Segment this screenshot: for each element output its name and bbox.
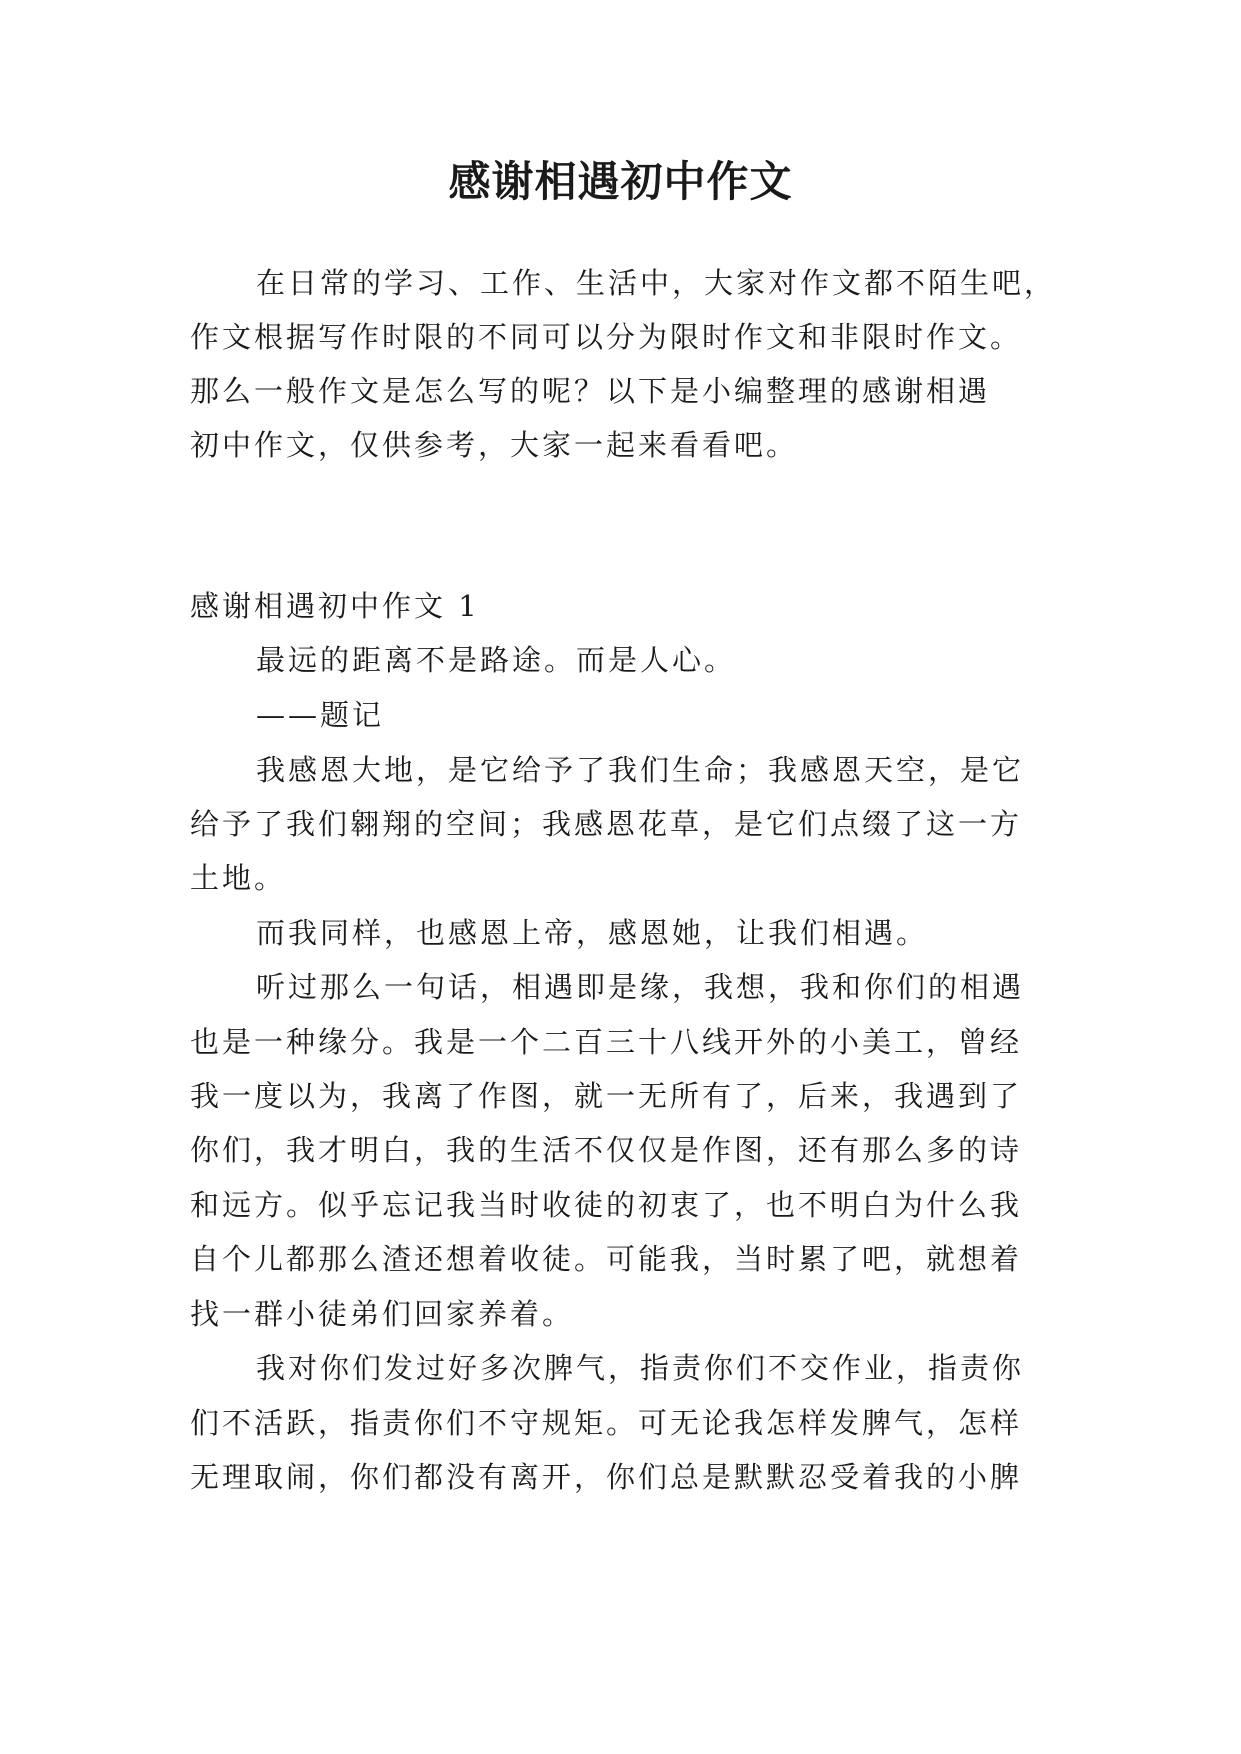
body-line-13: 们不活跃，指责你们不守规矩。可无论我怎样发脾气，怎样 (190, 1406, 1023, 1440)
document-title: 感谢相遇初中作文 (448, 157, 793, 206)
body-line-2: 给予了我们翱翔的空间；我感恩花草，是它们点缀了这一方 (190, 807, 1023, 841)
body-line-5: 听过那么一句话，相遇即是缘，我想，我和你们的相遇 (256, 970, 1025, 1004)
intro-line-1: 在日常的学习、工作、生活中，大家对作文都不陌生吧， (256, 266, 1057, 300)
body-line-12: 我对你们发过好多次脾气，指责你们不交作业，指责你 (256, 1351, 1025, 1385)
body-line-14: 无理取闹，你们都没有离开，你们总是默默忍受着我的小脾 (190, 1460, 1023, 1494)
intro-line-4: 初中作文，仅供参考，大家一起来看看吧。 (190, 428, 799, 462)
intro-line-3: 那么一般作文是怎么写的呢？以下是小编整理的感谢相遇 (190, 374, 991, 408)
body-line-9: 和远方。似乎忘记我当时收徒的初衷了，也不明白为什么我 (190, 1188, 1023, 1222)
intro-line-2: 作文根据写作时限的不同可以分为限时作文和非限时作文。 (190, 320, 1023, 354)
body-line-1: 我感恩大地，是它给予了我们生命；我感恩天空，是它 (256, 753, 1025, 787)
epigraph-source: ——题记 (256, 698, 385, 732)
body-line-8: 你们，我才明白，我的生活不仅仅是作图，还有那么多的诗 (190, 1133, 1023, 1167)
body-line-6: 也是一种缘分。我是一个二百三十八线开外的小美工，曾经 (190, 1025, 1023, 1059)
body-line-10: 自个儿都那么渣还想着收徒。可能我，当时累了吧，就想着 (190, 1242, 1023, 1276)
body-line-4: 而我同样，也感恩上帝，感恩她，让我们相遇。 (256, 916, 929, 950)
body-line-11: 找一群小徒弟们回家养着。 (190, 1297, 575, 1331)
body-line-7: 我一度以为，我离了作图，就一无所有了，后来，我遇到了 (190, 1079, 1023, 1113)
body-line-3: 土地。 (190, 861, 287, 895)
epigraph: 最远的距离不是路途。而是人心。 (256, 643, 737, 677)
section-heading: 感谢相遇初中作文 1 (190, 589, 480, 623)
